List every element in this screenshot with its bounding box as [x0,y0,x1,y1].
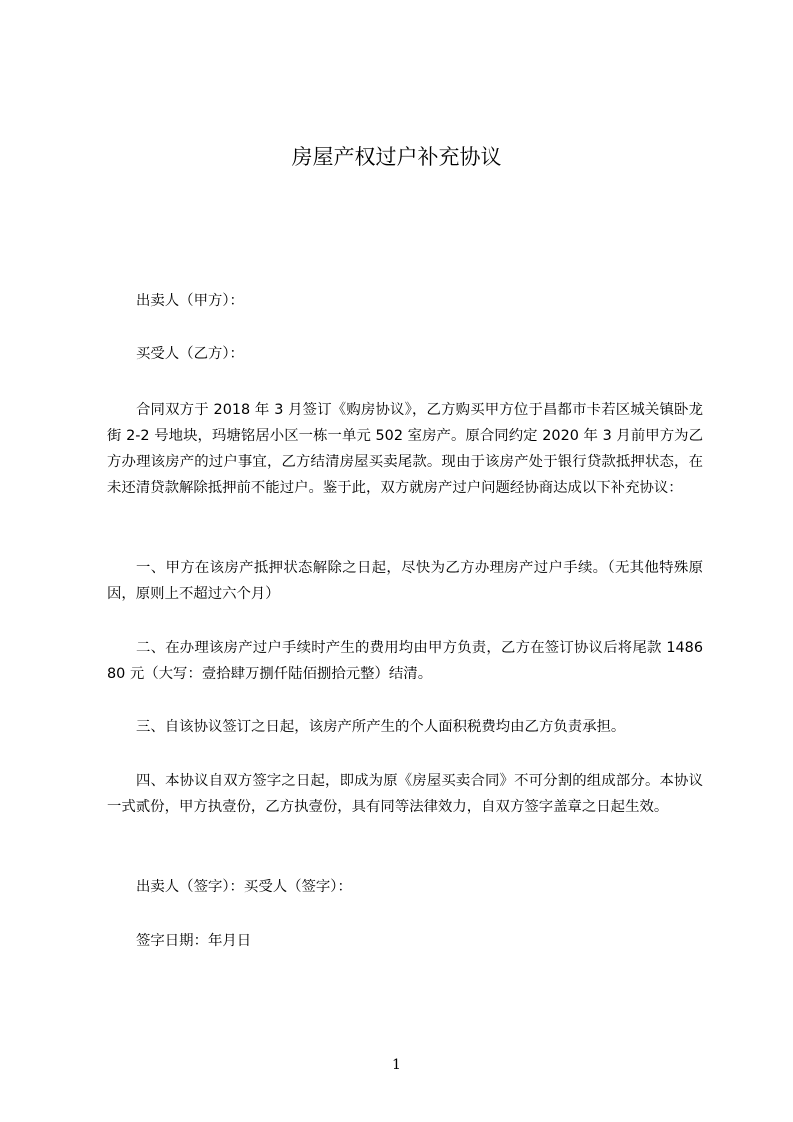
signature-line: 出卖人（签字）：买受人（签字）： [136,879,352,895]
seller-line: 出卖人（甲方）： [136,293,244,309]
clause-3: 三、自该协议签订之日起，该房产所产生的个人面积税费均由乙方负责承担。 [136,719,626,735]
clause-2: 二、在办理该房产过户手续时产生的费用均由甲方负责，乙方在签订协议后将尾款 148680 元（大写：壹拾肆万捌仟陆佰捌拾元整）结清。 [107,640,703,682]
page-number: 1 [392,1057,401,1073]
clause-1: 一、甲方在该房产抵押状态解除之日起，尽快为乙方办理房产过户手续。（无其他特殊原因，原则上不超过六个月） [107,560,703,602]
preamble-paragraph: 合同双方于 2018 年 3 月签订《购房协议》，乙方购买甲方位于昌都市卡若区城关镇卧龙街 2-2 号地块，玛塘铭居小区一栋一单元 502 室房产。原合同约定 2020 年 3 月前甲方为乙方办理该房产的过户事宜，乙方结清房屋买卖尾款。现由于该房产处于银行贷款抵押状态，在未还清贷款解除抵押前不能过户。鉴于此，双方就房产过户问题经协商达成以下补充协议： [107,402,703,496]
buyer-line: 买受人（乙方）： [136,346,244,362]
date-line: 签字日期：年月日 [136,933,252,949]
clause-4: 四、本协议自双方签字之日起，即成为原《房屋买卖合同》不可分割的组成部分。本协议一式贰份，甲方执壹份，乙方执壹份，具有同等法律效力，自双方签字盖章之日起生效。 [107,773,703,815]
document-title: 房屋产权过户补充协议 [291,145,502,169]
